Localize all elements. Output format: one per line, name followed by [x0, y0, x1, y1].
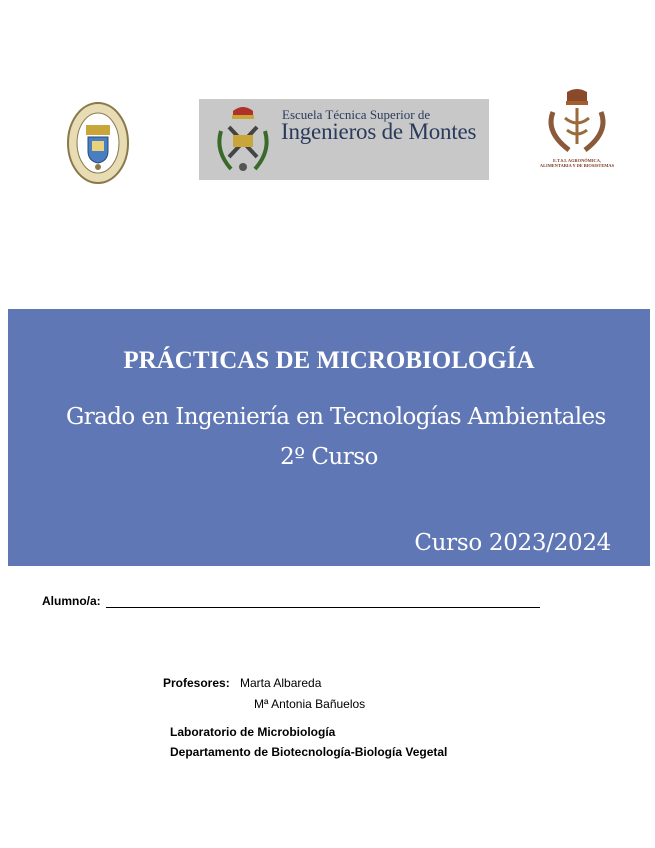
department-name: Departamento de Biotecnología-Biología Vegetal — [170, 745, 448, 759]
upm-seal-icon — [66, 101, 130, 185]
professor-name: Mª Antonia Bañuelos — [254, 697, 366, 711]
document-title: PRÁCTICAS DE MICROBIOLOGÍA — [123, 347, 535, 374]
lab-name: Laboratorio de Microbiología — [170, 725, 336, 739]
student-label: Alumno/a: — [42, 594, 101, 608]
professor-name: Marta Albareda — [240, 676, 322, 690]
degree-name: Grado en Ingeniería en Tecnologías Ambientales — [66, 404, 606, 430]
professors-label: Profesores: — [163, 676, 230, 690]
montes-crest-icon — [211, 101, 275, 179]
student-name-line — [106, 607, 540, 608]
etsiaab-crest-icon — [539, 88, 615, 156]
academic-year: Curso 2023/2024 — [414, 530, 611, 556]
etsiaab-logo — [539, 88, 615, 178]
etsim-subtitle: Escuela Técnica Superior de — [282, 107, 431, 122]
upm-logo — [66, 101, 130, 185]
etsiaab-name: E.T.S.I. AGRONÓMICA, ALIMENTARIA Y DE BIOSISTEMAS — [539, 158, 615, 168]
degree-year: 2º Curso — [280, 444, 378, 470]
etsi-montes-logo — [199, 99, 489, 180]
etsim-title: Ingenieros de Montes — [281, 119, 477, 144]
title-banner — [8, 309, 650, 566]
